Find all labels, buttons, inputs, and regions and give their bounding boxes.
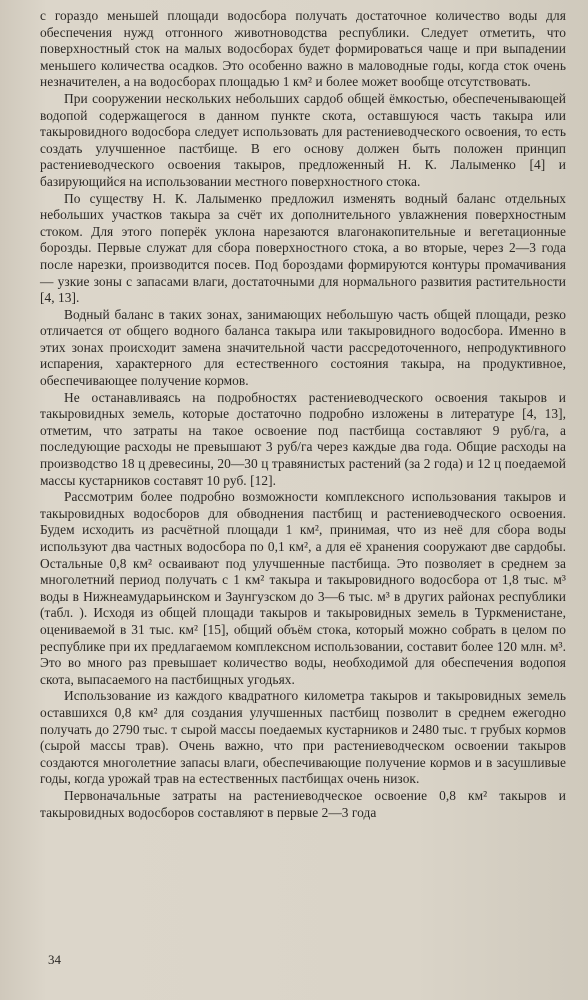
body-text [40,8,566,821]
paragraph-8: Первоначальные затраты на растениеводческое освоение 0,8 км² такыров и такыровидных водосборов составляют в первые 2—3 года [40,787,566,820]
paragraph-3: По существу Н. К. Лалыменко предложил изменять водный баланс отдельных небольших участков такыра за счёт их дополнительного увлажнения поверхностным стоком. Для этого поперёк уклона нарезаются влагонакопительные и вегетационные борозды. Первые служат для сбора поверхностного стока, а во вторые, через 2—3 года после нарезки, производится посев. Под бороздами формируются контуры промачивания — узкие зоны с запасами влаги, достаточными для нормального развития растительности [4, 13]. [40,190,566,306]
paragraph-6: Рассмотрим более подробно возможности комплексного использования такыров и такыровидных водосборов для обводнения пастбищ и растениеводческого освоения. Будем исходить из расчётной площади 1 км², принимая, что из неё для сбора воды используют два частных водосбора по 0,1 км², а для её хранения сооружают две сардобы. Остальные 0,8 км² осваивают под улучшенные пастбища. Это позволяет в среднем за многолетний период получать с 1 км² такыра и такыровидного водосбора от 1,8 тыс. м³ воды в Нижнеамударьинском и Заунгузском до 3—6 тыс. м³ в других районах республики (табл. ). Исходя из общей площади такыров и такыровидных земель в Туркменистане, оцениваемой в 31 тыс. км² [15], общий объём стока, который можно собрать в целом по республике при их предлагаемом комплексном использовании, составит более 120 млн. м³. Это во много раз превышает количество воды, необходимой для обеспечения водопоя скота, выпасаемого на пастбищных угодьях. [40,489,566,687]
paragraph-4: Водный баланс в таких зонах, занимающих небольшую часть общей площади, резко отличается от общего водного баланса такыра или такыровидного водосбора. Именно в этих зонах происходит замена значительной части рассредоточенного, непродуктивного испарения, характерного для естественного состояния такыра, на продуктивное, обеспечивающее получение кормов. [40,306,566,389]
paragraph-2: При сооружении нескольких небольших сардоб общей ёмкостью, обеспеченывающей водопой содержащегося в данном пункте скота, оставшуюся часть такыра или такыровидного водосбора следует использовать для растениеводческого освоения, то есть создать улучшенное пастбище. В его основу должен быть положен принцип растениеводческого освоения такыров, предложенный Н. К. Лалыменко [4] и базирующийся на использовании местного поверхностного стока. [40,90,566,189]
paragraph-1: с гораздо меньшей площади водосбора получать достаточное количество воды для обеспечения нужд отгонного животноводства республики. Следует отметить, что поверхностный сток на малых водосборах будет формироваться чаще и при выпадении меньшего количества осадков. Это особенно важно в маловодные годы, когда сток очень незначителен, а на водосборах площадью 1 км² и более может вообще отсутствовать. [40,8,566,90]
page-number: 34 [48,952,61,967]
paragraph-7: Использование из каждого квадратного километра такыров и такыровидных земель оставшихся 0,8 км² для создания улучшенных пастбищ позволит в среднем ежегодно получать до 2790 тыс. т сырой массы поедаемых кустарников и 2480 тыс. т грубых кормов (сырой массы трав). Очень важно, что при растениеводческом освоении такыров создаются многолетние запасы влаги, обеспечивающие получение кормов и в засушливые годы, когда урожай трав на естественных пастбищах очень низок. [40,688,566,787]
paragraph-5: Не останавливаясь на подробностях растениеводческого освоения такыров и такыровидных земель, которые достаточно подробно изложены в литературе [4, 13], отметим, что затраты на такое освоение под пастбища составляют 9 руб/га, а последующие расходы не превышают 3 руб/га через каждые два года. Общие расходы на производство 18 ц древесины, 20—30 ц травянистых растений (за 2 года) и 12 ц поедаемой массы кустарников составят 10 руб. [12]. [40,389,566,488]
